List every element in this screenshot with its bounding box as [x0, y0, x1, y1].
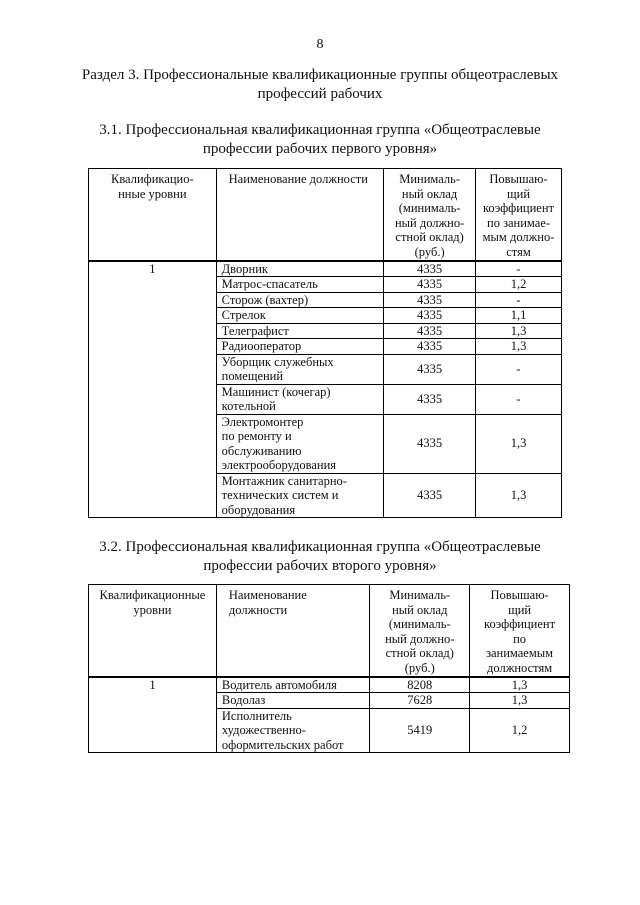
- group1-header-position: [216, 169, 384, 261]
- coefficient-value: -: [476, 261, 562, 277]
- header-line: стям: [506, 244, 531, 259]
- group2-header-row: [89, 585, 570, 677]
- position-name: [216, 308, 384, 324]
- position-name: [216, 354, 384, 384]
- position-line: Сторож (вахтер): [221, 292, 309, 307]
- header-line: нные уровни: [118, 186, 187, 201]
- group1-table-body: [89, 261, 562, 518]
- position-line: Электромонтер: [221, 414, 304, 429]
- coefficient-value: 1,3: [476, 323, 562, 339]
- position-line: Телеграфист: [221, 323, 289, 338]
- salary-value: 4335: [384, 384, 476, 414]
- header-line: стной оклад): [385, 646, 454, 660]
- position-line: электрооборудования: [221, 458, 337, 472]
- coefficient-value: 1,2: [470, 708, 570, 753]
- section-title-line1: Раздел 3. Профессиональные квалификационные группы общеотраслевых: [81, 67, 559, 83]
- coefficient-value: 1,2: [476, 277, 562, 293]
- salary-value: 4335: [384, 292, 476, 308]
- position-line: художественно-: [221, 723, 306, 737]
- header-line: (минималь-: [388, 617, 451, 631]
- header-line: по занимае-: [487, 215, 551, 230]
- coefficient-value: 1,3: [476, 473, 562, 518]
- salary-value: 4335: [384, 473, 476, 518]
- position-name: [216, 323, 384, 339]
- position-name: [216, 261, 384, 277]
- position-line: котельной: [221, 399, 276, 413]
- group2-header-salary: [370, 585, 470, 677]
- group1-title: [60, 121, 580, 159]
- header-line: Квалификационные: [99, 588, 206, 602]
- header-line: щий: [508, 602, 532, 617]
- position-line: обслуживанию: [221, 443, 302, 458]
- position-name: [216, 339, 384, 355]
- coefficient-value: 1,3: [476, 414, 562, 473]
- group1-table: [88, 168, 562, 518]
- salary-value: 4335: [384, 323, 476, 339]
- table-row: [89, 677, 570, 693]
- section-title: [60, 66, 580, 104]
- coefficient-value: 1,1: [476, 308, 562, 324]
- coefficient-value: 1,3: [476, 339, 562, 355]
- header-line: Наименование должности: [228, 172, 368, 186]
- position-line: Исполнитель: [221, 708, 292, 723]
- position-line: помещений: [221, 369, 284, 383]
- header-line: стной оклад): [395, 230, 464, 244]
- position-name: [216, 414, 384, 473]
- header-line: уровни: [133, 602, 172, 617]
- header-line: Минималь-: [389, 588, 451, 602]
- section-title-line2: профессий рабочих: [257, 86, 383, 102]
- header-line: должностям: [487, 660, 553, 675]
- header-line: коэффициент: [482, 201, 555, 215]
- position-line: Дворник: [221, 261, 268, 276]
- header-line: (руб.): [404, 660, 435, 675]
- group1-title-line2: профессии рабочих первого уровня»: [202, 141, 438, 157]
- coefficient-value: -: [476, 292, 562, 308]
- header-line: мым должно-: [482, 230, 555, 244]
- position-line: Радиооператор: [221, 339, 302, 353]
- group1-header-salary: [384, 169, 476, 261]
- salary-value: 7628: [370, 693, 470, 709]
- coefficient-value: -: [476, 354, 562, 384]
- position-line: по ремонту и: [221, 429, 292, 443]
- position-line: технических систем и: [221, 488, 339, 502]
- qualification-level: 1: [89, 677, 217, 753]
- header-line: ный оклад: [392, 602, 448, 617]
- salary-value: 4335: [384, 354, 476, 384]
- position-name: [216, 292, 384, 308]
- group1-title-line1: 3.1. Профессиональная квалификационная группа «Общеотраслевые: [99, 122, 541, 138]
- salary-value: 4335: [384, 414, 476, 473]
- header-line: Повышаю-: [490, 588, 549, 602]
- group2-header-level: [89, 585, 217, 677]
- header-line: ный должно-: [394, 215, 465, 230]
- group2-title-line1: 3.2. Профессиональная квалификационная группа «Общеотраслевые: [99, 539, 541, 555]
- group2-title-line2: профессии рабочих второго уровня»: [203, 558, 437, 574]
- page-number: 8: [316, 37, 324, 52]
- group1-header-coef: [476, 169, 562, 261]
- salary-value: 5419: [370, 708, 470, 753]
- position-name: [216, 384, 384, 414]
- position-line: Матрос-спасатель: [221, 277, 318, 291]
- header-line: коэффициент: [484, 617, 556, 631]
- salary-value: 8208: [370, 677, 470, 693]
- position-line: Монтажник санитарно-: [221, 473, 347, 488]
- header-line: занимаемым: [486, 646, 554, 660]
- qualification-level: 1: [89, 261, 217, 518]
- salary-value: 4335: [384, 308, 476, 324]
- group2-title: [60, 538, 580, 576]
- position-name: [216, 473, 384, 518]
- header-line: Минималь-: [399, 172, 460, 186]
- position-line: оборудования: [221, 502, 296, 517]
- position-line: Машинист (кочегар): [221, 384, 331, 399]
- coefficient-value: 1,3: [470, 677, 570, 693]
- table-row: [89, 261, 562, 277]
- group2-table-body: [89, 677, 570, 753]
- header-line: Наименование должности: [228, 588, 307, 617]
- header-line: Квалификацио-: [110, 172, 194, 186]
- salary-value: 4335: [384, 261, 476, 277]
- salary-value: 4335: [384, 339, 476, 355]
- header-line: (минималь-: [398, 201, 461, 215]
- position-name: [216, 693, 370, 709]
- salary-value: 4335: [384, 277, 476, 293]
- position-line: Уборщик служебных: [221, 354, 334, 369]
- position-line: Стрелок: [221, 308, 266, 322]
- position-name: [216, 708, 370, 753]
- group1-header-level: [89, 169, 217, 261]
- header-line: ный оклад: [401, 186, 458, 201]
- header-line: Повышаю-: [489, 172, 548, 186]
- header-line: ный должно-: [385, 631, 455, 646]
- group2-header-coef: [470, 585, 570, 677]
- coefficient-value: 1,3: [470, 693, 570, 709]
- position-name: [216, 277, 384, 293]
- position-line: оформительских работ: [221, 737, 344, 752]
- position-line: Водитель автомобиля: [221, 677, 337, 692]
- header-line: щий: [507, 186, 531, 201]
- coefficient-value: -: [476, 384, 562, 414]
- group2-header-position: [216, 585, 370, 677]
- group1-header-row: [89, 169, 562, 261]
- header-line: (руб.): [414, 244, 445, 259]
- position-line: Водолаз: [221, 693, 266, 707]
- group2-table: [88, 584, 570, 753]
- header-line: по: [513, 631, 527, 646]
- position-name: [216, 677, 370, 693]
